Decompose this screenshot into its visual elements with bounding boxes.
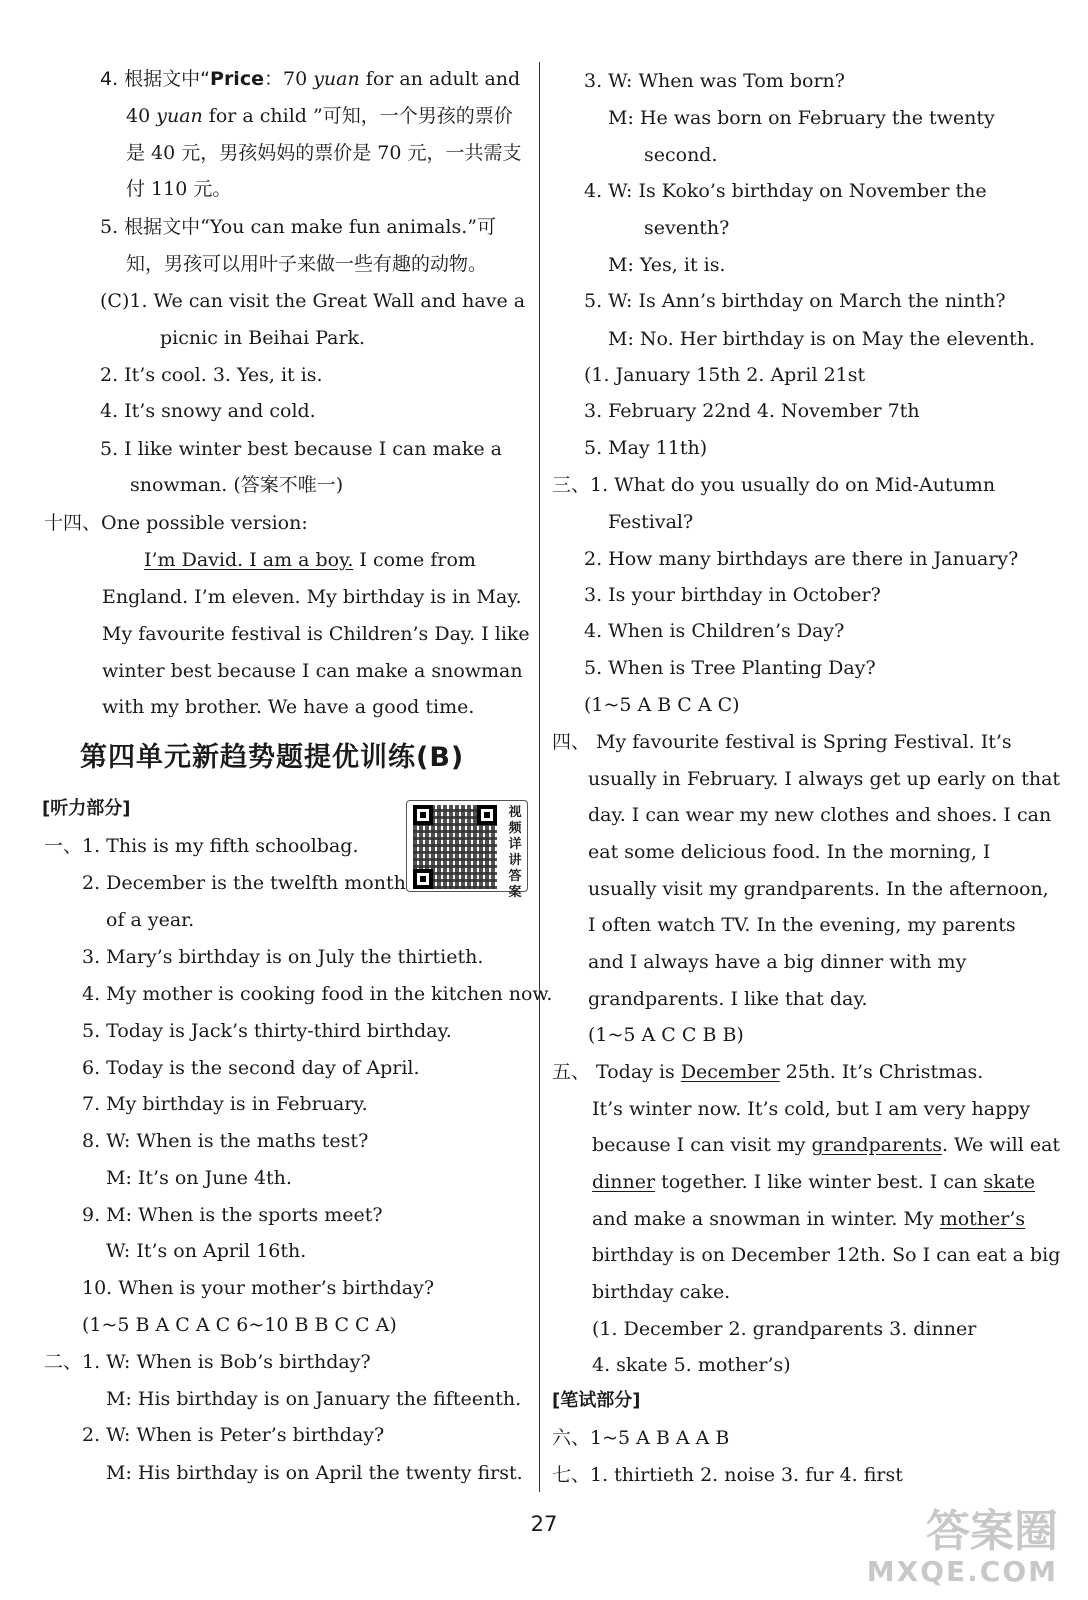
s1-answers: (1~5 B A C A C 6~10 B B C C A) — [82, 1314, 397, 1336]
qr-code-image[interactable] — [406, 800, 528, 900]
watermark-line2: MXQE.COM — [866, 1555, 1058, 1588]
s1-item1: 一、1. This is my fifth schoolbag. — [44, 835, 359, 857]
c1-line1: (C)1. We can visit the Great Wall and have a — [100, 290, 526, 312]
essay-line4: winter best because I can make a snowman — [102, 660, 523, 682]
s2-item5-m: M: No. Her birthday is on May the eleventh. — [608, 328, 1036, 350]
q4-line1: 4. 根据文中“Price：70 yuan for an adult and — [100, 68, 521, 90]
section-14-title: 十四、One possible version: — [44, 512, 308, 534]
s4-line1: 四、 My favourite festival is Spring Festival. It’s — [552, 731, 1012, 753]
s5-line1: 五、 Today is December 25th. It’s Christmas. — [552, 1061, 984, 1083]
s5-line4: dinner together. I like winter best. I can skate — [592, 1171, 1035, 1193]
s3-answers: (1~5 A B C A C) — [584, 694, 740, 716]
s2-item4-w-line2: seventh? — [644, 217, 730, 239]
s5-line7: birthday cake. — [592, 1281, 731, 1303]
qr-finder-bottom-left — [413, 869, 433, 889]
s1-item8-w: 8. W: When is the maths test? — [82, 1130, 369, 1152]
s2-answers-line1: (1. January 15th 2. April 21st — [584, 364, 866, 386]
s2-item3-m-line2: second. — [644, 144, 718, 166]
q4-line2: 40 yuan for a child ”可知，一个男孩的票价 — [126, 105, 513, 127]
s1-item3: 3. Mary’s birthday is on July the thirtieth. — [82, 946, 484, 968]
s2-answers-line2: 3. February 22nd 4. November 7th — [584, 400, 920, 422]
c1-line2: picnic in Beihai Park. — [160, 327, 366, 349]
s1-item2-line2: of a year. — [106, 909, 195, 931]
s5-line3: because I can visit my grandparents. We will eat — [592, 1134, 1061, 1156]
s1-item7: 7. My birthday is in February. — [82, 1093, 368, 1115]
s5-line2: It’s winter now. It’s cold, but I am very happy — [592, 1098, 1031, 1120]
s4-line8: grandparents. I like that day. — [588, 988, 868, 1010]
s6-answers: 六、1~5 A B A A B — [552, 1427, 730, 1449]
page-number: 27 — [530, 1512, 558, 1536]
s1-item10: 10. When is your mother’s birthday? — [82, 1277, 435, 1299]
s2-answers-line3: 5. May 11th) — [584, 437, 708, 459]
s1-item6: 6. Today is the second day of April. — [82, 1057, 420, 1079]
s5-line5: and make a snowman in winter. My mother’s — [592, 1208, 1026, 1230]
s3-item2: 2. How many birthdays are there in January? — [584, 548, 1019, 570]
s1-item5: 5. Today is Jack’s thirty-third birthday. — [82, 1020, 452, 1042]
c4-line: 4. It’s snowy and cold. — [100, 400, 316, 422]
s2-item3-m-line1: M: He was born on February the twenty — [608, 107, 995, 129]
s5-line6: birthday is on December 12th. So I can eat a big — [592, 1244, 1061, 1266]
s3-item4: 4. When is Children’s Day? — [584, 620, 845, 642]
s4-line6: I often watch TV. In the evening, my parents — [588, 914, 1016, 936]
s2-item1-m: M: His birthday is on January the fifteenth. — [106, 1388, 522, 1410]
s4-line3: day. I can wear my new clothes and shoes. I can — [588, 804, 1052, 826]
s5-answers-line2: 4. skate 5. mother’s) — [592, 1354, 791, 1376]
listening-section-label: [听力部分] — [42, 798, 131, 819]
q5-line1: 5. 根据文中“You can make fun animals.”可 — [100, 216, 496, 238]
s4-line5: usually visit my grandparents. In the afternoon, — [588, 878, 1049, 900]
watermark-line1: 答案圈 — [926, 1506, 1058, 1557]
s4-line2: usually in February. I always get up early on that — [588, 768, 1061, 790]
essay-line1: I’m David. I am a boy. I come from — [144, 549, 476, 571]
s1-item9-w: W: It’s on April 16th. — [106, 1240, 307, 1262]
essay-line2: England. I’m eleven. My birthday is in May. — [102, 586, 522, 608]
s1-item4: 4. My mother is cooking food in the kitchen now. — [82, 983, 553, 1005]
s2-item4-w-line1: 4. W: Is Koko’s birthday on November the — [584, 180, 987, 202]
c2-line: 2. It’s cool. 3. Yes, it is. — [100, 364, 323, 386]
c5-line1: 5. I like winter best because I can make a — [100, 438, 502, 460]
s4-answers: (1~5 A C C B B) — [588, 1024, 744, 1046]
q4-line3: 是 40 元，男孩妈妈的票价是 70 元，一共需支 — [126, 142, 522, 164]
qr-finder-top-right — [477, 805, 497, 825]
unit-heading: 第四单元新趋势题提优训练(B) — [80, 742, 465, 773]
s2-item2-m: M: His birthday is on April the twenty first. — [106, 1462, 523, 1484]
essay-line3: My favourite festival is Children’s Day. I like — [102, 623, 530, 645]
qr-finder-top-left — [413, 805, 433, 825]
s1-item8-m: M: It’s on June 4th. — [106, 1167, 292, 1189]
s3-item3: 3. Is your birthday in October? — [584, 584, 881, 606]
q4-line4: 付 110 元。 — [126, 178, 232, 200]
s2-item1-w: 二、1. W: When is Bob’s birthday? — [44, 1351, 371, 1373]
column-divider — [539, 62, 540, 1492]
written-section-label: [笔试部分] — [552, 1390, 641, 1411]
s2-item3-w: 3. W: When was Tom born? — [584, 70, 845, 92]
essay-line5: with my brother. We have a good time. — [102, 696, 475, 718]
s3-item1-line2: Festival? — [608, 511, 694, 533]
s2-item5-w: 5. W: Is Ann’s birthday on March the ninth? — [584, 290, 1006, 312]
c5-line2: snowman. (答案不唯一) — [130, 474, 344, 496]
s3-item1-line1: 三、1. What do you usually do on Mid-Autumn — [552, 474, 996, 496]
s2-item4-m: M: Yes, it is. — [608, 254, 726, 276]
watermark-logo — [866, 1506, 1058, 1588]
s5-answers-line1: (1. December 2. grandparents 3. dinner — [592, 1318, 977, 1340]
qr-video-label: 视频详讲答案 — [508, 805, 522, 900]
q5-line2: 知，男孩可以用叶子来做一些有趣的动物。 — [126, 253, 488, 275]
s1-item9-m: 9. M: When is the sports meet? — [82, 1204, 383, 1226]
s3-item5: 5. When is Tree Planting Day? — [584, 657, 876, 679]
s1-item2-line1: 2. December is the twelfth month — [82, 872, 406, 894]
s2-item2-w: 2. W: When is Peter’s birthday? — [82, 1424, 385, 1446]
s7-answers: 七、1. thirtieth 2. noise 3. fur 4. first — [552, 1464, 903, 1486]
s4-line4: eat some delicious food. In the morning, I — [588, 841, 991, 863]
s4-line7: and I always have a big dinner with my — [588, 951, 967, 973]
